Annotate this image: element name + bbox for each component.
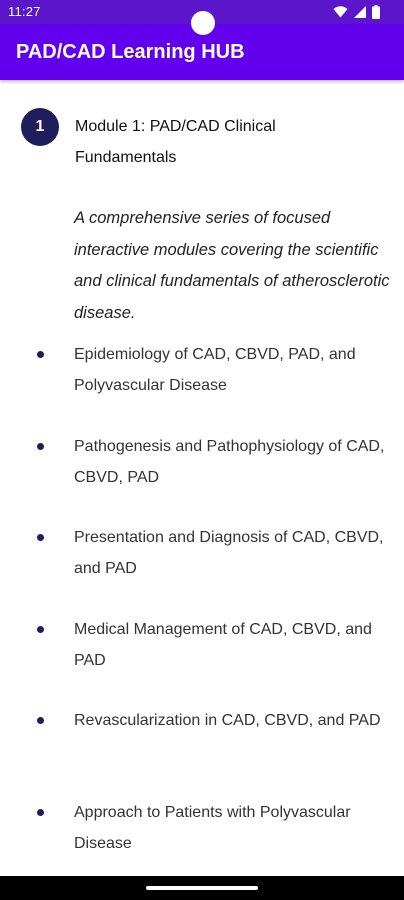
navigation-bar [0, 876, 404, 900]
bullet-icon [37, 809, 44, 816]
topic-label: Pathogenesis and Pathophysiology of CAD, CBVD, PAD [74, 438, 385, 486]
module-title[interactable]: Module 1: PAD/CAD Clinical Fundamentals [75, 118, 276, 166]
status-time: 11:27 [8, 4, 41, 19]
signal-icon [354, 6, 366, 18]
module-description: A comprehensive series of focused interactive modules covering the scientific and clinical fundamentals of atherosclerotic disease. [74, 209, 390, 322]
battery-icon [372, 5, 380, 19]
app-title: PAD/CAD Learning HUB [16, 41, 245, 63]
status-icons [333, 4, 380, 20]
bullet-icon [37, 717, 44, 724]
bullet-icon [37, 626, 44, 633]
camera-cutout [191, 11, 215, 35]
topic-label: Presentation and Diagnosis of CAD, CBVD, and PAD [74, 529, 384, 577]
bullet-icon [37, 351, 44, 358]
topic-label: Epidemiology of CAD, CBVD, PAD, and Polyvascular Disease [74, 346, 356, 394]
topic-label: Medical Management of CAD, CBVD, and PAD [74, 621, 372, 669]
topic-label: Revascularization in CAD, CBVD, and PAD [74, 712, 381, 729]
bullet-icon [37, 443, 44, 450]
topic-label: Approach to Patients with Polyvascular Disease [74, 804, 351, 852]
wifi-icon [333, 6, 348, 18]
module-number-badge: 1 [21, 108, 59, 146]
bullet-icon [37, 534, 44, 541]
home-gesture-handle[interactable] [146, 886, 258, 890]
